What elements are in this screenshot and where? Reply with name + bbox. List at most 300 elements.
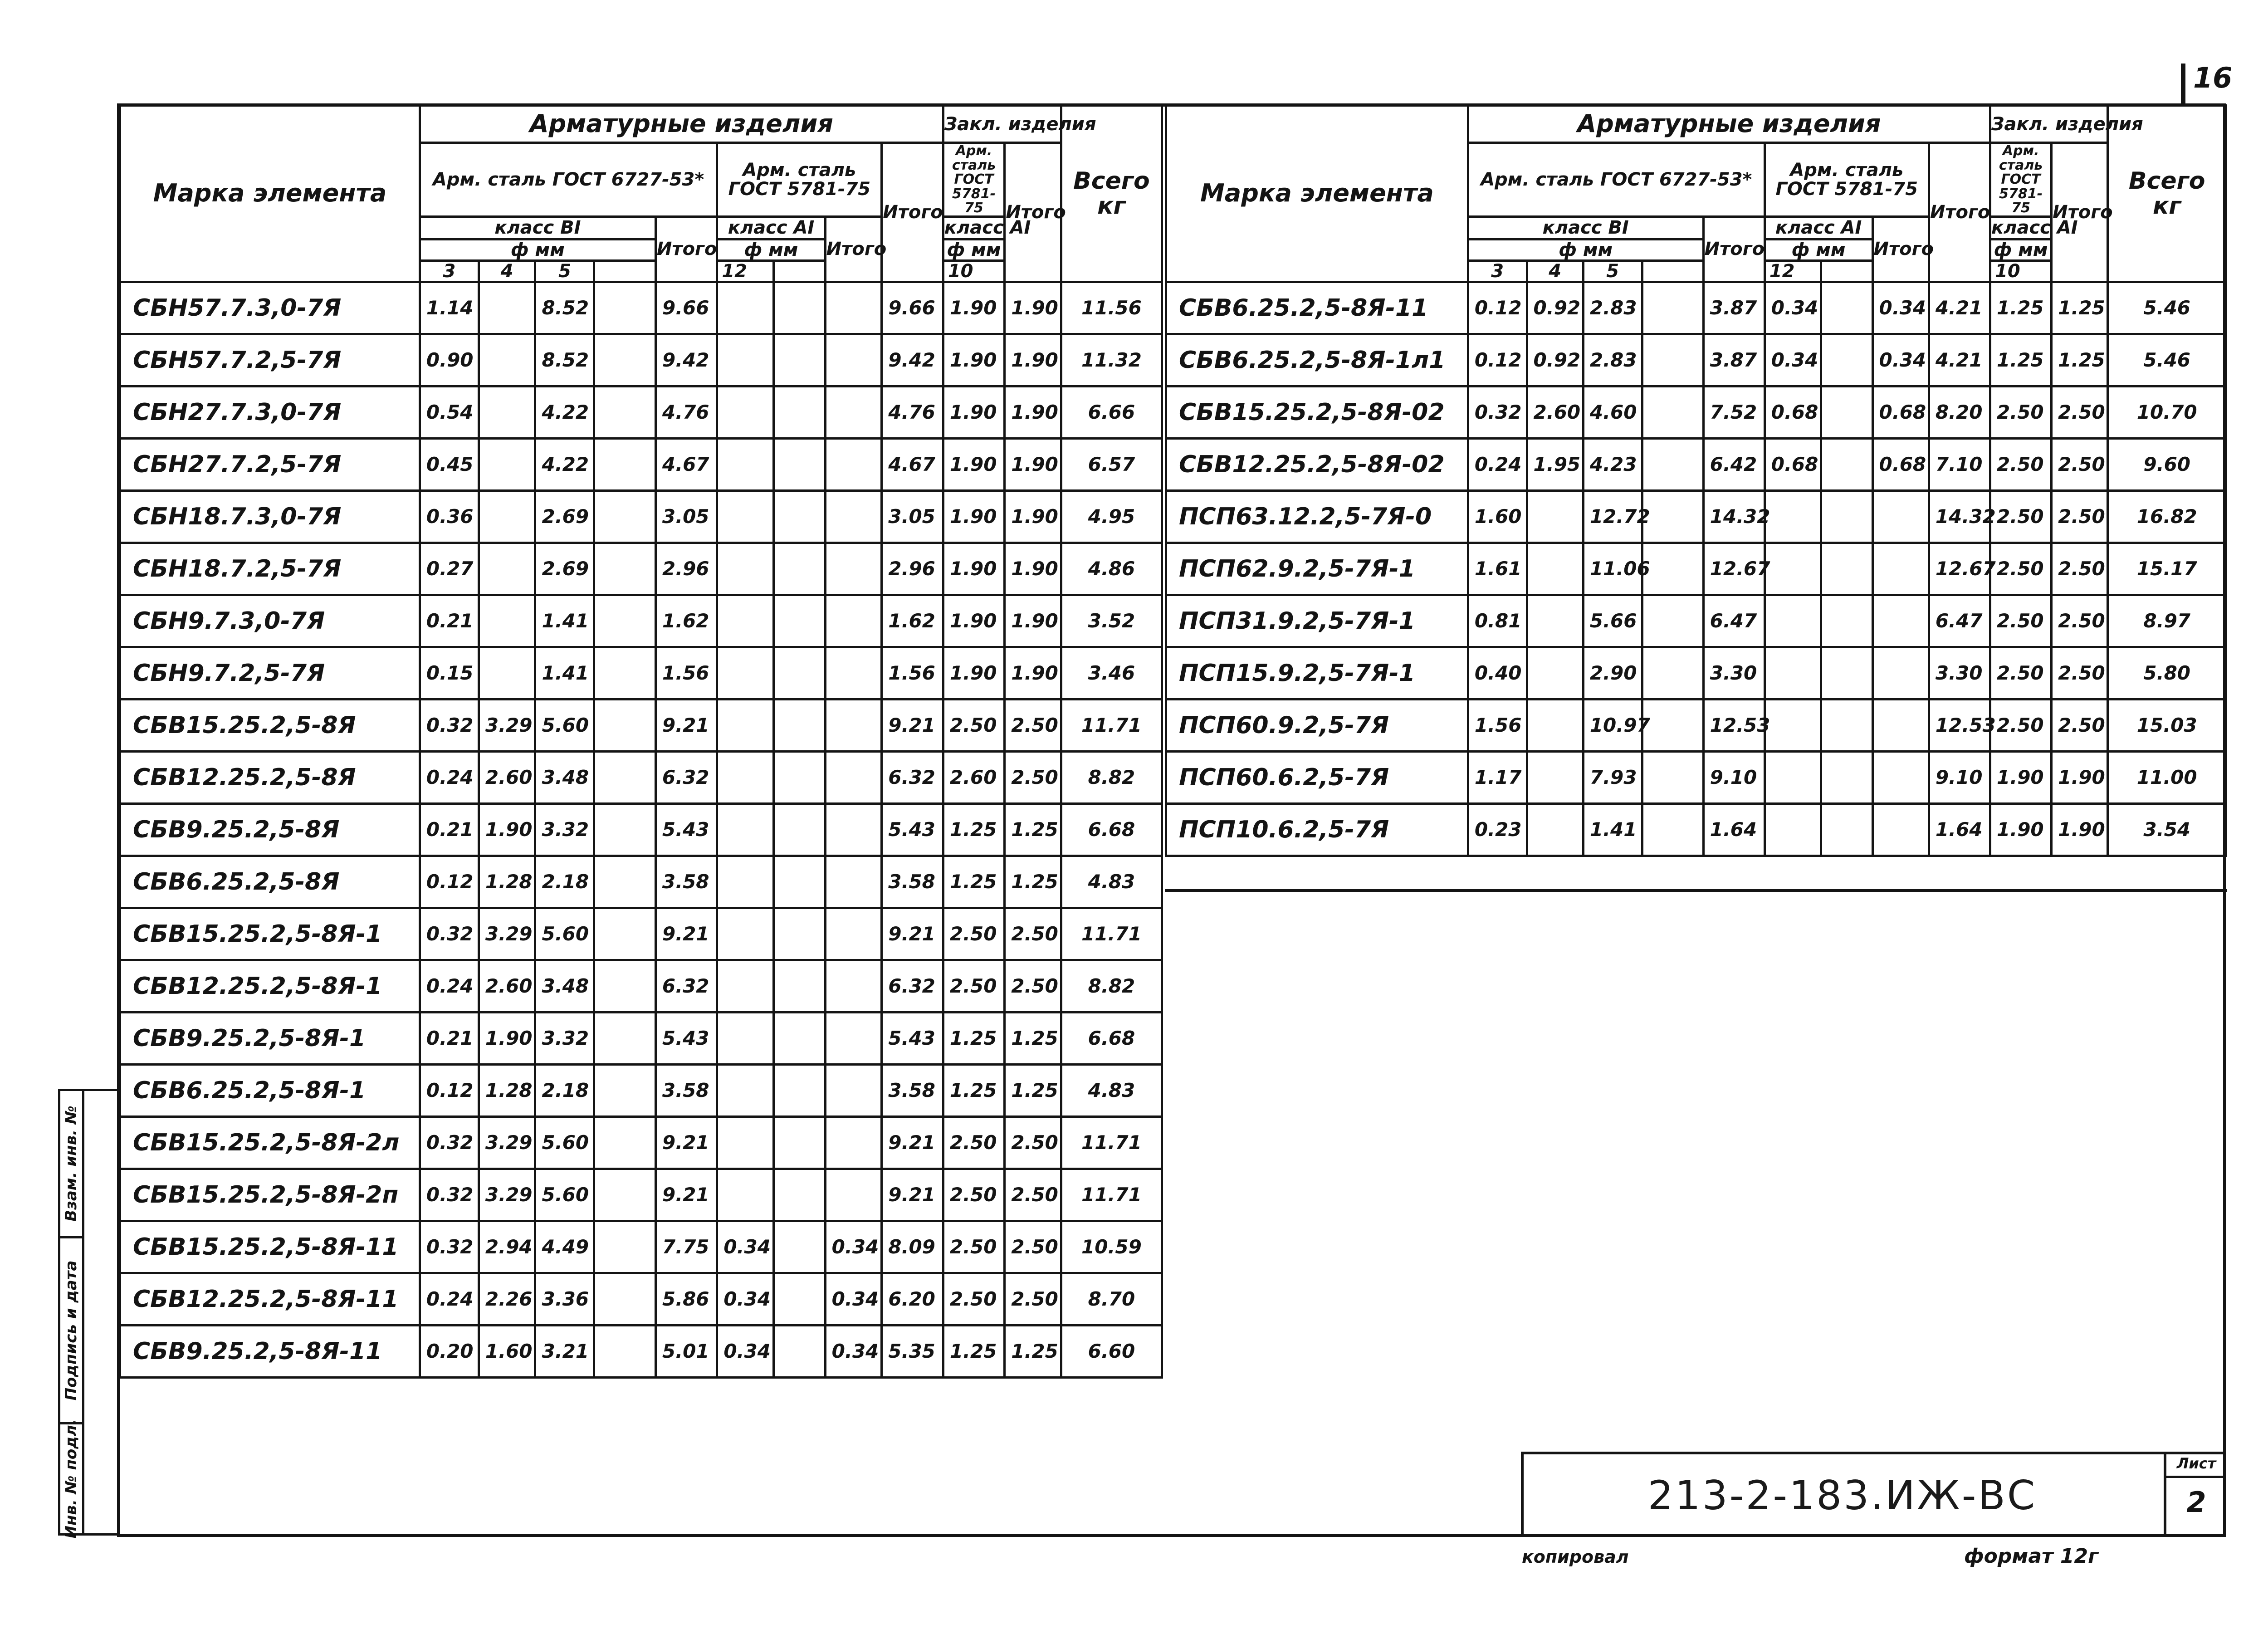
value-cell: 5.66 [1583, 595, 1642, 647]
table-row [1166, 803, 2226, 856]
element-mark: СБВ15.25.2,5-8Я-2л [120, 1116, 420, 1169]
value-cell [717, 1116, 774, 1169]
value-cell [1765, 647, 1821, 699]
value-cell: 4.49 [535, 1221, 594, 1273]
format-label: формат 12г [1964, 1545, 2099, 1568]
value-cell: 2.50 [2052, 386, 2108, 438]
value-cell: 1.62 [655, 595, 717, 647]
b1-subtotal-header: Итого [1703, 216, 1765, 282]
value-cell [773, 386, 825, 438]
total-kg-cell: 11.56 [1061, 282, 1162, 334]
total-kg-cell: 10.59 [1061, 1221, 1162, 1273]
value-cell: 0.81 [1468, 595, 1527, 647]
table-row [120, 1325, 1162, 1377]
value-cell: 0.20 [420, 1325, 479, 1377]
value-cell: 2.60 [1527, 386, 1583, 438]
total-kg-cell: 5.46 [2108, 282, 2226, 334]
total-kg-cell: 3.46 [1061, 647, 1162, 699]
embedded-class-a1-header: класс АI [1990, 216, 2052, 239]
value-cell [825, 1169, 882, 1221]
value-cell [594, 438, 655, 490]
value-cell [1642, 595, 1703, 647]
value-cell [594, 647, 655, 699]
value-cell: 4.60 [1583, 386, 1642, 438]
value-cell: 1.90 [943, 438, 1004, 490]
value-cell: 3.05 [655, 490, 717, 543]
table-row [1166, 386, 2226, 438]
total-kg-cell: 8.97 [2108, 595, 2226, 647]
value-cell: 0.23 [1468, 803, 1527, 856]
value-cell: 0.34 [825, 1273, 882, 1325]
element-mark: ПСП60.9.2,5-7Я [1166, 699, 1468, 751]
value-cell: 10.97 [1583, 699, 1642, 751]
value-cell: 2.50 [943, 699, 1004, 751]
value-cell [825, 1064, 882, 1116]
value-cell: 1.28 [479, 856, 535, 908]
value-cell: 9.10 [1929, 751, 1990, 803]
value-cell: 1.90 [2052, 803, 2108, 856]
value-cell: 12.53 [1703, 699, 1765, 751]
value-cell: 1.56 [655, 647, 717, 699]
value-cell: 0.32 [420, 1116, 479, 1169]
diameter-3: 3 [420, 260, 479, 282]
value-cell [479, 543, 535, 595]
diameter-5: 5 [1583, 260, 1642, 282]
total-kg-cell: 15.17 [2108, 543, 2226, 595]
total-header: Всего кг [2108, 106, 2226, 282]
embedded-diameter-header: ф мм [943, 239, 1004, 260]
value-cell: 6.42 [1703, 438, 1765, 490]
value-cell [773, 908, 825, 960]
total-kg-cell: 3.52 [1061, 595, 1162, 647]
total-kg-cell: 16.82 [2108, 490, 2226, 543]
value-cell [594, 543, 655, 595]
value-cell: 7.93 [1583, 751, 1642, 803]
value-cell: 6.47 [1703, 595, 1765, 647]
value-cell: 1.25 [943, 1064, 1004, 1116]
total-kg-cell: 8.82 [1061, 751, 1162, 803]
value-cell: 1.90 [479, 803, 535, 856]
value-cell: 6.47 [1929, 595, 1990, 647]
value-cell: 8.52 [535, 334, 594, 386]
value-cell [594, 1169, 655, 1221]
element-mark: СБВ12.25.2,5-8Я [120, 751, 420, 803]
table-row [120, 647, 1162, 699]
value-cell: 4.21 [1929, 282, 1990, 334]
value-cell [825, 751, 882, 803]
value-cell: 3.36 [535, 1273, 594, 1325]
value-cell: 1.90 [1005, 438, 1061, 490]
value-cell [717, 908, 774, 960]
value-cell [1872, 543, 1929, 595]
value-cell: 1.56 [882, 647, 943, 699]
value-cell: 4.22 [535, 438, 594, 490]
table-row [120, 334, 1162, 386]
stamp-cell-replaced-inv: Взам. инв. № [58, 1089, 84, 1238]
value-cell [1642, 490, 1703, 543]
value-cell [717, 803, 774, 856]
value-cell [594, 699, 655, 751]
table-row [1166, 282, 2226, 334]
page-number-bar [2181, 64, 2185, 107]
sheet-label: Лист [2176, 1455, 2216, 1472]
value-cell: 12.53 [1929, 699, 1990, 751]
value-cell [1821, 803, 1872, 856]
value-cell [773, 960, 825, 1012]
table-row [120, 386, 1162, 438]
b1-diameter-header: ф мм [420, 239, 655, 260]
element-mark: СБН18.7.3,0-7Я [120, 490, 420, 543]
value-cell: 3.30 [1703, 647, 1765, 699]
value-cell: 1.28 [479, 1064, 535, 1116]
table-row [120, 699, 1162, 751]
value-cell [717, 960, 774, 1012]
value-cell [1765, 699, 1821, 751]
value-cell [773, 543, 825, 595]
value-cell: 1.90 [1990, 803, 2052, 856]
total-kg-cell: 4.86 [1061, 543, 1162, 595]
b1-subtotal-header: Итого [655, 216, 717, 282]
value-cell: 2.18 [535, 1064, 594, 1116]
value-cell [479, 438, 535, 490]
diameter-empty [594, 260, 655, 282]
value-cell: 5.60 [535, 908, 594, 960]
value-cell: 3.58 [655, 1064, 717, 1116]
class-a1-header: класс АI [1765, 216, 1872, 239]
value-cell: 1.25 [943, 856, 1004, 908]
value-cell [594, 1221, 655, 1273]
value-cell [717, 647, 774, 699]
value-cell: 5.43 [882, 1012, 943, 1064]
value-cell: 2.50 [943, 908, 1004, 960]
value-cell: 0.24 [420, 751, 479, 803]
value-cell: 2.50 [943, 1116, 1004, 1169]
total-kg-cell: 11.00 [2108, 751, 2226, 803]
value-cell: 9.42 [655, 334, 717, 386]
element-mark: СБН57.7.2,5-7Я [120, 334, 420, 386]
value-cell [1821, 282, 1872, 334]
total-kg-cell: 6.68 [1061, 803, 1162, 856]
value-cell [717, 386, 774, 438]
value-cell [1765, 751, 1821, 803]
value-cell: 0.54 [420, 386, 479, 438]
value-cell: 3.29 [479, 1116, 535, 1169]
total-kg-cell: 10.70 [2108, 386, 2226, 438]
diameter-10: 10 [943, 260, 1004, 282]
gost-5781-header: Арм. сталь ГОСТ 5781-75 [717, 143, 882, 217]
value-cell: 2.50 [1990, 490, 2052, 543]
value-cell [1821, 647, 1872, 699]
value-cell: 0.34 [1765, 282, 1821, 334]
element-mark: СБВ12.25.2,5-8Я-11 [120, 1273, 420, 1325]
value-cell [1642, 543, 1703, 595]
value-cell: 1.25 [2052, 334, 2108, 386]
diameter-3: 3 [1468, 260, 1527, 282]
value-cell [1642, 386, 1703, 438]
embedded-header: Закл. изделия [1990, 106, 2108, 143]
value-cell: 9.21 [655, 1169, 717, 1221]
total-kg-cell: 11.71 [1061, 699, 1162, 751]
value-cell [1821, 438, 1872, 490]
value-cell: 6.20 [882, 1273, 943, 1325]
table-row [120, 960, 1162, 1012]
class-b1-header: класс ВI [420, 216, 655, 239]
class-b1-header: класс ВI [1468, 216, 1703, 239]
value-cell: 2.90 [1583, 647, 1642, 699]
value-cell: 1.90 [943, 647, 1004, 699]
value-cell: 0.21 [420, 803, 479, 856]
value-cell [825, 595, 882, 647]
value-cell: 0.68 [1872, 438, 1929, 490]
value-cell [1821, 595, 1872, 647]
value-cell: 4.76 [882, 386, 943, 438]
value-cell: 0.34 [1872, 282, 1929, 334]
value-cell: 1.90 [943, 490, 1004, 543]
stamp-cell-inv-number: Инв. № подл. [58, 1422, 84, 1536]
document-code: 213-2-183.ИЖ-ВС [1647, 1472, 2037, 1519]
element-mark: СБВ9.25.2,5-8Я [120, 803, 420, 856]
value-cell: 0.12 [420, 856, 479, 908]
value-cell: 1.56 [1468, 699, 1527, 751]
value-cell: 1.90 [2052, 751, 2108, 803]
value-cell: 2.50 [1990, 647, 2052, 699]
value-cell: 12.67 [1703, 543, 1765, 595]
table-row [1166, 647, 2226, 699]
value-cell: 3.32 [535, 1012, 594, 1064]
value-cell: 0.32 [420, 1169, 479, 1221]
value-cell: 3.48 [535, 960, 594, 1012]
value-cell: 1.25 [943, 803, 1004, 856]
value-cell: 1.41 [535, 647, 594, 699]
total-kg-cell: 11.71 [1061, 1169, 1162, 1221]
table-row [1166, 595, 2226, 647]
value-cell: 8.52 [535, 282, 594, 334]
value-cell [825, 803, 882, 856]
value-cell: 2.69 [535, 543, 594, 595]
value-cell: 1.62 [882, 595, 943, 647]
value-cell: 0.36 [420, 490, 479, 543]
value-cell [773, 334, 825, 386]
value-cell: 0.34 [717, 1273, 774, 1325]
value-cell: 0.12 [1468, 282, 1527, 334]
diameter-10: 10 [1990, 260, 2052, 282]
total-header: Всего кг [1061, 106, 1162, 282]
value-cell: 2.50 [1005, 908, 1061, 960]
value-cell: 0.34 [717, 1325, 774, 1377]
diameter-empty [1642, 260, 1703, 282]
a1-diameter-header: ф мм [717, 239, 825, 260]
value-cell: 0.12 [420, 1064, 479, 1116]
element-mark: СБВ9.25.2,5-8Я-1 [120, 1012, 420, 1064]
value-cell [1527, 699, 1583, 751]
value-cell: 1.25 [1005, 1325, 1061, 1377]
value-cell [1872, 751, 1929, 803]
total-kg-cell: 3.54 [2108, 803, 2226, 856]
value-cell [594, 1012, 655, 1064]
value-cell [773, 438, 825, 490]
element-mark: СБН9.7.2,5-7Я [120, 647, 420, 699]
value-cell [1872, 647, 1929, 699]
value-cell: 12.72 [1583, 490, 1642, 543]
table-row [120, 438, 1162, 490]
value-cell: 3.58 [882, 1064, 943, 1116]
class-a1-header: класс АI [717, 216, 825, 239]
value-cell [1527, 543, 1583, 595]
sheet-number: 2 [2186, 1486, 2206, 1519]
diameter-empty [773, 260, 825, 282]
value-cell [717, 1169, 774, 1221]
value-cell [773, 803, 825, 856]
embedded-subtotal-header: Итого [1005, 143, 1061, 282]
element-mark: СБВ15.25.2,5-8Я-02 [1166, 386, 1468, 438]
value-cell [594, 1116, 655, 1169]
value-cell [1527, 595, 1583, 647]
value-cell: 2.50 [1990, 699, 2052, 751]
total-kg-cell: 6.57 [1061, 438, 1162, 490]
value-cell: 2.83 [1583, 282, 1642, 334]
value-cell: 3.87 [1703, 282, 1765, 334]
value-cell [1872, 595, 1929, 647]
value-cell: 4.67 [655, 438, 717, 490]
value-cell: 0.34 [1872, 334, 1929, 386]
armature-header: Арматурные изделия [1468, 106, 1990, 143]
value-cell [825, 699, 882, 751]
element-mark: СБВ12.25.2,5-8Я-02 [1166, 438, 1468, 490]
total-kg-cell: 15.03 [2108, 699, 2226, 751]
value-cell: 2.50 [1005, 1169, 1061, 1221]
value-cell: 1.64 [1703, 803, 1765, 856]
value-cell [479, 490, 535, 543]
value-cell [825, 543, 882, 595]
total-kg-cell: 4.95 [1061, 490, 1162, 543]
value-cell: 1.90 [1005, 386, 1061, 438]
total-kg-cell: 9.60 [2108, 438, 2226, 490]
value-cell [594, 1064, 655, 1116]
value-cell: 2.50 [1005, 1116, 1061, 1169]
value-cell [594, 386, 655, 438]
table-row [1166, 438, 2226, 490]
value-cell: 5.60 [535, 699, 594, 751]
value-cell: 7.10 [1929, 438, 1990, 490]
table-row [120, 1012, 1162, 1064]
value-cell: 0.68 [1765, 386, 1821, 438]
value-cell [1527, 803, 1583, 856]
total-kg-cell: 6.60 [1061, 1325, 1162, 1377]
right-spec-table [1165, 104, 2227, 857]
value-cell [773, 699, 825, 751]
value-cell [717, 1012, 774, 1064]
value-cell: 2.50 [1990, 438, 2052, 490]
total-kg-cell: 5.46 [2108, 334, 2226, 386]
value-cell [773, 1325, 825, 1377]
diameter-12: 12 [1765, 260, 1821, 282]
value-cell: 0.92 [1527, 334, 1583, 386]
element-mark: СБВ6.25.2,5-8Я-1 [120, 1064, 420, 1116]
value-cell: 1.25 [1005, 856, 1061, 908]
value-cell: 5.60 [535, 1169, 594, 1221]
value-cell: 4.23 [1583, 438, 1642, 490]
value-cell: 1.90 [943, 282, 1004, 334]
element-mark: ПСП60.6.2,5-7Я [1166, 751, 1468, 803]
value-cell [717, 438, 774, 490]
element-mark: ПСП63.12.2,5-7Я-0 [1166, 490, 1468, 543]
value-cell: 0.90 [420, 334, 479, 386]
table-row [120, 1273, 1162, 1325]
element-mark: СБН9.7.3,0-7Я [120, 595, 420, 647]
value-cell: 1.90 [1005, 647, 1061, 699]
value-cell: 2.60 [479, 960, 535, 1012]
a1-subtotal-header: Итого [1872, 216, 1929, 282]
value-cell: 2.50 [2052, 595, 2108, 647]
value-cell: 2.96 [655, 543, 717, 595]
table-row [120, 490, 1162, 543]
total-kg-cell: 8.82 [1061, 960, 1162, 1012]
value-cell: 0.15 [420, 647, 479, 699]
value-cell: 5.35 [882, 1325, 943, 1377]
value-cell: 3.58 [655, 856, 717, 908]
value-cell: 1.25 [943, 1325, 1004, 1377]
table-row [120, 803, 1162, 856]
table-row [120, 543, 1162, 595]
table-row [120, 595, 1162, 647]
value-cell: 3.05 [882, 490, 943, 543]
value-cell: 2.50 [2052, 438, 2108, 490]
mark-header: Марка элемента [1166, 106, 1468, 282]
title-block-sheet-label-line [2164, 1476, 2226, 1478]
value-cell: 3.21 [535, 1325, 594, 1377]
value-cell: 5.43 [882, 803, 943, 856]
value-cell: 3.87 [1703, 334, 1765, 386]
value-cell [825, 1012, 882, 1064]
total-kg-cell: 6.66 [1061, 386, 1162, 438]
gost-5781-header: Арм. сталь ГОСТ 5781-75 [1765, 143, 1929, 217]
value-cell [1765, 490, 1821, 543]
value-cell [825, 282, 882, 334]
value-cell: 0.21 [420, 595, 479, 647]
element-mark: СБВ6.25.2,5-8Я-11 [1166, 282, 1468, 334]
table-row [1166, 751, 2226, 803]
value-cell [825, 647, 882, 699]
value-cell: 3.29 [479, 1169, 535, 1221]
value-cell: 0.24 [420, 1273, 479, 1325]
value-cell: 1.25 [1005, 803, 1061, 856]
value-cell [1765, 543, 1821, 595]
value-cell: 0.45 [420, 438, 479, 490]
value-cell: 1.90 [943, 543, 1004, 595]
value-cell: 7.75 [655, 1221, 717, 1273]
value-cell [1642, 334, 1703, 386]
value-cell [594, 334, 655, 386]
total-kg-cell: 4.83 [1061, 1064, 1162, 1116]
value-cell: 0.32 [420, 699, 479, 751]
value-cell: 9.21 [882, 908, 943, 960]
value-cell: 9.21 [655, 699, 717, 751]
value-cell: 1.41 [1583, 803, 1642, 856]
value-cell [1872, 699, 1929, 751]
value-cell: 1.90 [943, 334, 1004, 386]
table-row [120, 282, 1162, 334]
element-mark: СБН18.7.2,5-7Я [120, 543, 420, 595]
value-cell: 2.50 [2052, 699, 2108, 751]
value-cell [825, 490, 882, 543]
value-cell [479, 595, 535, 647]
value-cell: 1.90 [1005, 595, 1061, 647]
value-cell: 2.83 [1583, 334, 1642, 386]
armature-header: Арматурные изделия [420, 106, 943, 143]
value-cell: 0.68 [1765, 438, 1821, 490]
table-row [120, 1221, 1162, 1273]
value-cell [1821, 386, 1872, 438]
